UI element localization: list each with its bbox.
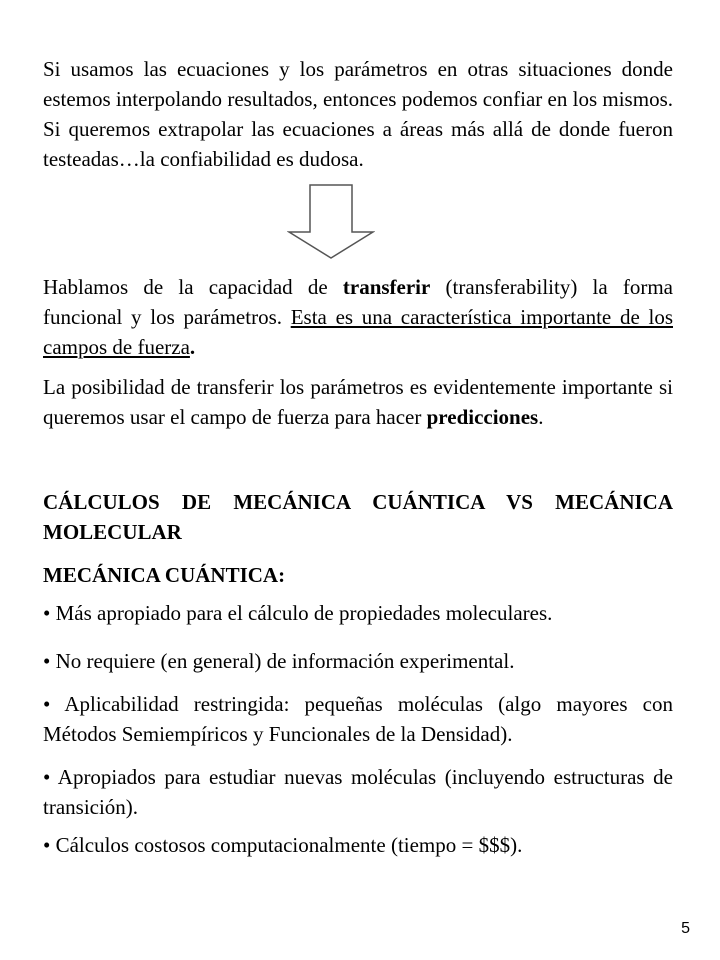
paragraph-predictions [43, 372, 673, 432]
bullet-item: • Más apropiado para el cálculo de propiedades moleculares. [43, 601, 553, 625]
bullet-item: • No requiere (en general) de información experimental. [43, 649, 515, 673]
bold-term-transferir: transferir [342, 275, 431, 299]
bold-period: . [189, 335, 196, 359]
down-arrow-icon [287, 184, 375, 260]
paragraph-interpolation: Si usamos las ecuaciones y los parámetros en otras situaciones donde estemos interpolando resultados, entonces podemos confiar en los mismos. Si queremos extrapolar las ecuaciones a áreas más allá de donde fueron testeadas…la confiabilidad es dudosa. [43, 57, 673, 171]
text-run: La posibilidad de transferir los parámetros es evidentemente importante si queremos usar el campo de fuerza para hacer [43, 375, 673, 429]
text-run: Hablamos de la capacidad de [43, 275, 343, 299]
bullet-item: • Cálculos costosos computacionalmente (tiempo = $$$). [43, 833, 523, 857]
text-run: (transferability) la forma funcional y los parámetros. [43, 275, 673, 329]
bullet-item: • Apropiados para estudiar nuevas moléculas (incluyendo estructuras de transición). [43, 765, 673, 819]
section-heading: CÁLCULOS DE MECÁNICA CUÁNTICA VS MECÁNICA MOLECULAR [43, 490, 673, 544]
bullet-item: • Aplicabilidad restringida: pequeñas moléculas (algo mayores con Métodos Semiempíricos y Funcionales de la Densidad). [43, 692, 673, 746]
paragraph-transferability [43, 272, 673, 362]
bold-term-predicciones: predicciones [426, 405, 539, 429]
text-run: . [538, 405, 544, 429]
page-number: 5 [681, 920, 690, 937]
underlined-statement: Esta es una característica importante de los campos de fuerza [43, 305, 673, 359]
subsection-heading: MECÁNICA CUÁNTICA: [43, 563, 286, 587]
